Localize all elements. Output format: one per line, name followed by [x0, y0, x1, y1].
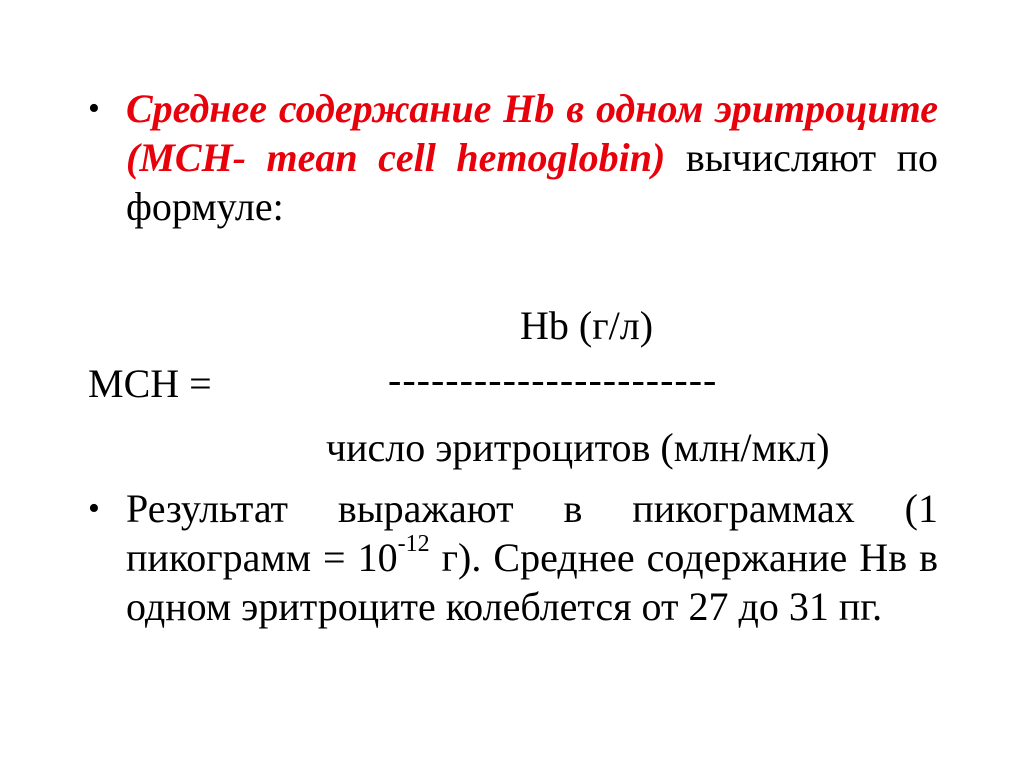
bullet-text	[126, 484, 938, 631]
bullet-text-rest: вычисляют по формуле:	[126, 135, 938, 229]
highlighted-term: Среднее содержание Hb в одном эритроците (MCH- mean cell hemoglobin)	[126, 86, 938, 180]
formula-label: MCH =	[88, 361, 212, 406]
result-text-part2: г). Среднее содержание Нв в одном эритроците колеблется от 27 до 31 пг.	[126, 535, 938, 629]
result-text-part1: Результат выражают в пикограммах (1 пикограмм = 10	[126, 486, 938, 580]
bullet-icon: •	[88, 490, 100, 527]
formula-numerator: Hb (г/л)	[520, 303, 654, 348]
bullet-item-mch-definition	[88, 84, 938, 231]
bullet-text	[126, 84, 938, 231]
exponent: -12	[397, 530, 430, 557]
formula-fraction-line: -----------------------	[388, 357, 718, 402]
bullet-icon: •	[88, 90, 100, 127]
formula-denominator: число эритроцитов (млн/мкл)	[326, 425, 830, 470]
bullet-item-result	[88, 484, 938, 631]
